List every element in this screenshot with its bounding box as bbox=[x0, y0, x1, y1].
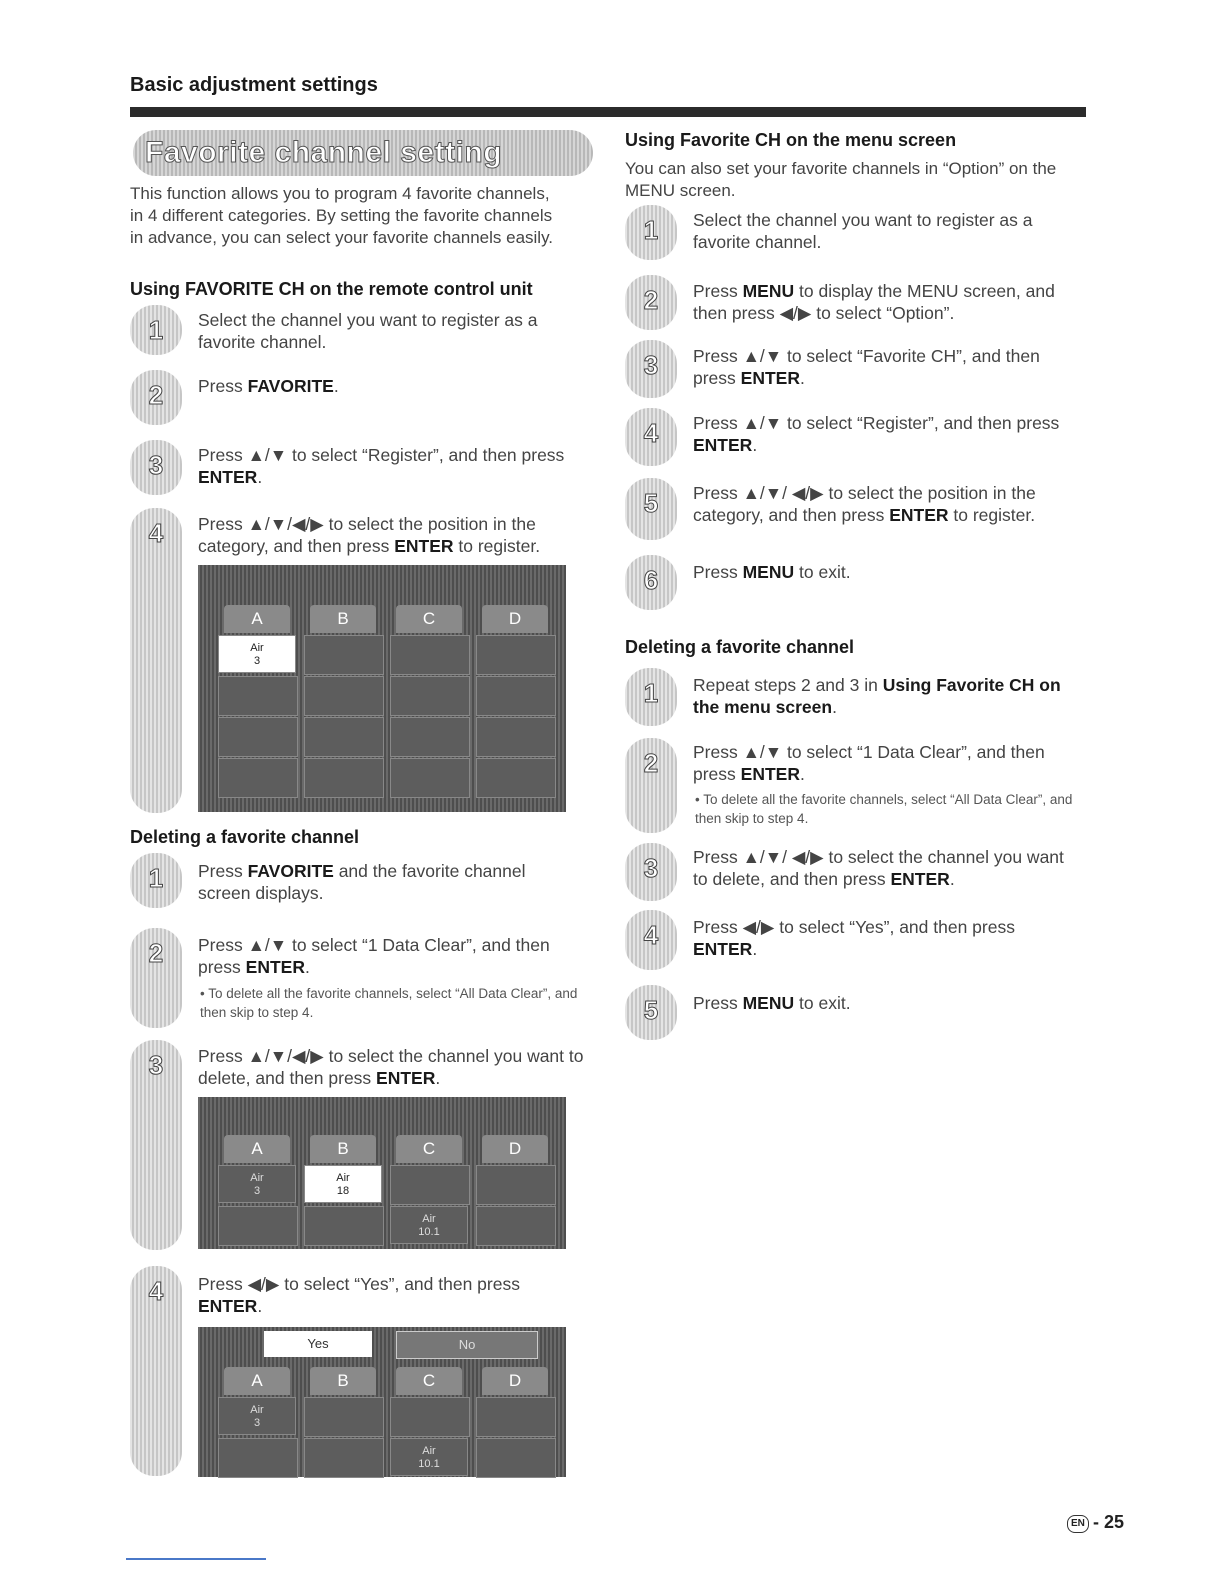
step-text: Press ▲/▼/◀/▶ to select the channel you want to delete, and then press ENTER. bbox=[198, 1046, 584, 1088]
channel-cell bbox=[476, 635, 556, 675]
step-text: Press ▲/▼/ ◀/▶ to select the channel you want to delete, and then press ENTER. bbox=[693, 847, 1064, 889]
channel-cell bbox=[304, 676, 384, 716]
page-header-title: Basic adjustment settings bbox=[130, 74, 378, 96]
category-tab-c: C bbox=[396, 1135, 462, 1163]
channel-cell bbox=[390, 1165, 470, 1205]
step-badge: 2 bbox=[130, 928, 182, 1028]
channel-cell bbox=[476, 676, 556, 716]
category-tab-b: B bbox=[310, 1367, 376, 1395]
remote-heading: Using FAVORITE CH on the remote control unit bbox=[130, 279, 533, 299]
channel-cell bbox=[476, 1438, 556, 1478]
channel-cell bbox=[304, 717, 384, 757]
footer-rule bbox=[126, 1558, 266, 1560]
category-tab-a: A bbox=[224, 1367, 290, 1395]
dialog-no-button[interactable]: No bbox=[396, 1331, 538, 1359]
channel-cell: Air 3 bbox=[218, 1397, 296, 1435]
channel-cell bbox=[304, 1397, 384, 1437]
step-text: Press ◀/▶ to select “Yes”, and then press ENTER. bbox=[198, 1274, 520, 1316]
step-badge: 5 bbox=[625, 985, 677, 1040]
channel-cell bbox=[218, 676, 298, 716]
step-text: Press ▲/▼/ ◀/▶ to select the position in the category, and then press ENTER to register. bbox=[693, 483, 1036, 525]
channel-cell: Air 10.1 bbox=[390, 1438, 468, 1476]
step-text: Press ▲/▼ to select “1 Data Clear”, and then press ENTER. bbox=[198, 935, 550, 977]
language-en-icon: EN bbox=[1067, 1515, 1089, 1533]
step-badge: 3 bbox=[625, 340, 677, 398]
step-text: Press ▲/▼ to select “Register”, and then press ENTER. bbox=[198, 445, 565, 487]
channel-cell bbox=[390, 717, 470, 757]
step-text: Press MENU to exit. bbox=[693, 993, 851, 1013]
section-title: Favorite channel setting bbox=[145, 136, 503, 169]
step-badge: 4 bbox=[625, 408, 677, 466]
step-text: Select the channel you want to register as a favorite channel. bbox=[693, 210, 1033, 252]
page-number: EN - 25 bbox=[1067, 1512, 1124, 1533]
step-text: Press MENU to display the MENU screen, and then press ◀/▶ to select “Option”. bbox=[693, 281, 1055, 323]
menu-intro: You can also set your favorite channels in “Option” on the MENU screen. bbox=[625, 159, 1057, 200]
step-text: Press ◀/▶ to select “Yes”, and then press ENTER. bbox=[693, 917, 1015, 959]
channel-cell bbox=[304, 758, 384, 798]
category-tab-d: D bbox=[482, 1135, 548, 1163]
step-text: Select the channel you want to register as a favorite channel. bbox=[198, 310, 538, 352]
menu-heading: Using Favorite CH on the menu screen bbox=[625, 130, 957, 150]
category-tab-a: A bbox=[224, 605, 290, 633]
step-badge: 1 bbox=[625, 205, 677, 260]
step-badge: 1 bbox=[130, 305, 182, 355]
category-tab-a: A bbox=[224, 1135, 290, 1163]
category-tab-d: D bbox=[482, 605, 548, 633]
channel-cell bbox=[304, 635, 384, 675]
step-badge: 2 bbox=[625, 738, 677, 833]
category-tab-b: B bbox=[310, 605, 376, 633]
dialog-yes-button[interactable]: Yes bbox=[264, 1331, 372, 1357]
delete-heading-right: Deleting a favorite channel bbox=[625, 637, 855, 657]
channel-cell: Air 10.1 bbox=[390, 1206, 468, 1244]
channel-cell bbox=[218, 758, 298, 798]
step-badge: 3 bbox=[130, 440, 182, 495]
section-banner bbox=[133, 130, 593, 176]
step-badge: 4 bbox=[625, 910, 677, 970]
channel-cell-selected: Air 18 bbox=[304, 1165, 382, 1203]
step-text: Press MENU to exit. bbox=[693, 562, 851, 582]
category-tab-c: C bbox=[396, 1367, 462, 1395]
channel-cell bbox=[218, 717, 298, 757]
channel-cell-selected: Air 3 bbox=[218, 635, 296, 673]
step-text: Press ▲/▼/◀/▶ to select the position in the category, and then press ENTER to register. bbox=[198, 514, 541, 556]
step-badge: 4 bbox=[130, 1266, 182, 1476]
category-tab-c: C bbox=[396, 605, 462, 633]
step-text: Press ▲/▼ to select “Favorite CH”, and then press ENTER. bbox=[693, 346, 1040, 388]
step-badge: 2 bbox=[130, 370, 182, 425]
step-badge: 6 bbox=[625, 555, 677, 610]
step-badge: 2 bbox=[625, 275, 677, 330]
tv-screen-register bbox=[198, 565, 566, 812]
step-text: Press ▲/▼ to select “Register”, and then press ENTER. bbox=[693, 413, 1060, 455]
intro-paragraph: This function allows you to program 4 favorite channels, in 4 different categories. By setting the favorite channels in advance, you can select your favorite channels easily. bbox=[130, 184, 554, 247]
step-note: • To delete all the favorite channels, select “All Data Clear”, and then skip to step 4. bbox=[695, 792, 1073, 826]
step-note: • To delete all the favorite channels, select “All Data Clear”, and then skip to step 4. bbox=[200, 986, 578, 1020]
tv-screen-delete-select bbox=[198, 1097, 566, 1249]
channel-cell: Air 3 bbox=[218, 1165, 296, 1203]
step-badge: 1 bbox=[625, 668, 677, 726]
step-badge: 4 bbox=[130, 508, 182, 813]
step-text: Press FAVORITE and the favorite channel screen displays. bbox=[198, 861, 526, 903]
step-badge: 3 bbox=[625, 843, 677, 901]
channel-cell bbox=[218, 1438, 298, 1478]
category-tab-b: B bbox=[310, 1135, 376, 1163]
channel-cell bbox=[390, 635, 470, 675]
channel-cell bbox=[390, 1397, 470, 1437]
step-badge: 3 bbox=[130, 1040, 182, 1250]
channel-cell bbox=[476, 1397, 556, 1437]
delete-heading-left: Deleting a favorite channel bbox=[130, 827, 360, 847]
channel-cell bbox=[476, 758, 556, 798]
channel-cell bbox=[304, 1438, 384, 1478]
tv-screen-delete-confirm bbox=[198, 1327, 566, 1477]
step-badge: 5 bbox=[625, 478, 677, 540]
channel-cell bbox=[476, 1165, 556, 1205]
category-tab-d: D bbox=[482, 1367, 548, 1395]
step-text: Press ▲/▼ to select “1 Data Clear”, and then press ENTER. bbox=[693, 742, 1045, 784]
channel-cell bbox=[304, 1206, 384, 1246]
step-text: Repeat steps 2 and 3 in Using Favorite CH on the menu screen. bbox=[693, 675, 1061, 717]
channel-cell bbox=[218, 1206, 298, 1246]
step-text: Press FAVORITE. bbox=[198, 376, 339, 396]
channel-cell bbox=[390, 758, 470, 798]
header-rule bbox=[130, 107, 1086, 117]
step-badge: 1 bbox=[130, 853, 182, 908]
channel-cell bbox=[476, 717, 556, 757]
channel-cell bbox=[476, 1206, 556, 1246]
channel-cell bbox=[390, 676, 470, 716]
